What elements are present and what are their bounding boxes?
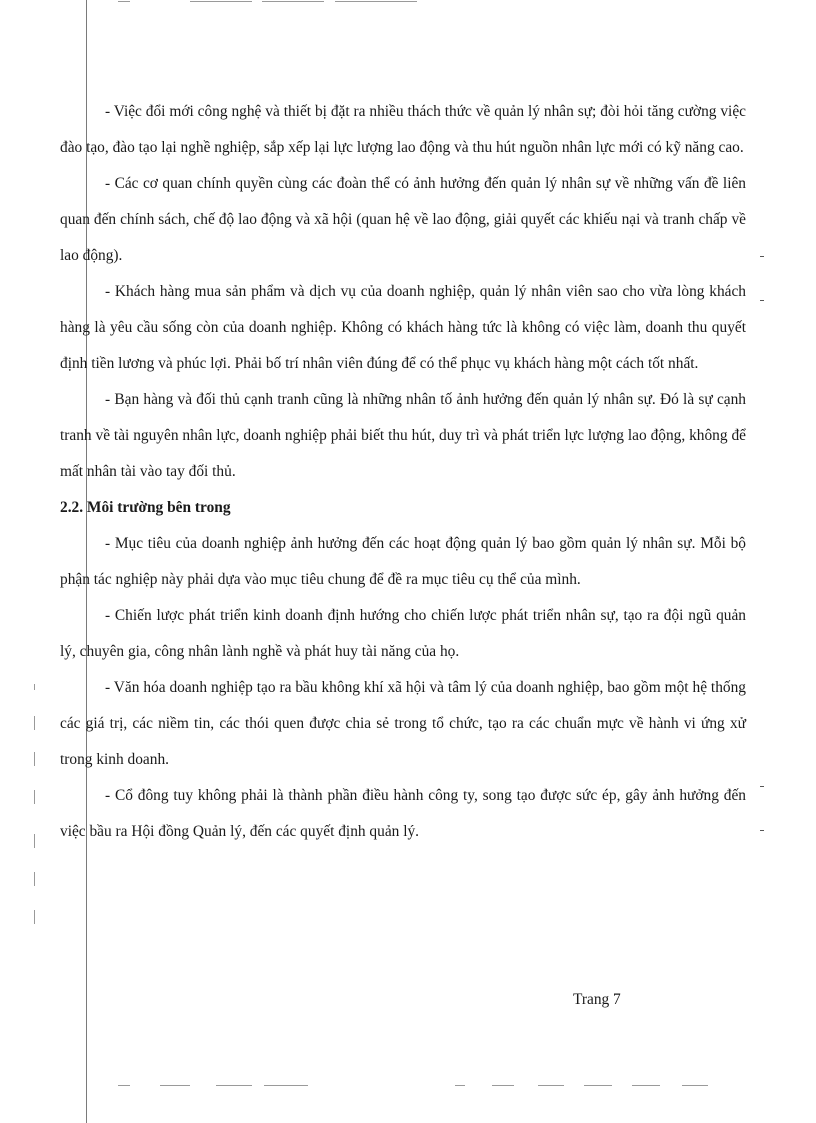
left-scan-mark bbox=[34, 684, 35, 690]
right-scan-mark bbox=[760, 830, 764, 831]
top-scan-line bbox=[118, 1, 130, 2]
bottom-scan-line bbox=[492, 1085, 514, 1086]
bottom-scan-line bbox=[682, 1085, 708, 1086]
paragraph: - Khách hàng mua sản phẩm và dịch vụ của doanh nghiệp, quản lý nhân viên sao cho vừa lòng khách hàng là yêu cầu sống còn của doanh nghiệp. Không có khách hàng tức là không có việc làm, doanh thu quyết định tiền lương và phúc lợi. Phải bố trí nhân viên đúng để có thể phục vụ khách hàng một cách tốt nhất. bbox=[60, 283, 746, 372]
left-scan-mark bbox=[34, 834, 35, 848]
right-scan-mark bbox=[760, 300, 764, 301]
bottom-scan-line bbox=[632, 1085, 660, 1086]
paragraph: - Mục tiêu của doanh nghiệp ảnh hưởng đến các hoạt động quản lý bao gồm quản lý nhân sự. Mỗi bộ phận tác nghiệp này phải dựa vào mục tiêu chung để đề ra mục tiêu cụ thể của mình. bbox=[60, 535, 746, 588]
top-scan-line bbox=[190, 1, 252, 2]
bottom-scan-line bbox=[160, 1085, 190, 1086]
bottom-scan-line bbox=[584, 1085, 612, 1086]
left-scan-mark bbox=[34, 790, 35, 804]
left-scan-mark bbox=[34, 716, 35, 730]
left-scan-mark bbox=[34, 910, 35, 924]
bottom-scan-line bbox=[216, 1085, 252, 1086]
top-scan-line bbox=[262, 1, 324, 2]
body-text bbox=[60, 94, 746, 850]
paragraph: - Bạn hàng và đối thủ cạnh tranh cũng là những nhân tố ảnh hưởng đến quản lý nhân sự. Đó là sự cạnh tranh về tài nguyên nhân lực, doanh nghiệp phải biết thu hút, duy trì và phát triển lực lượng lao động, không để mất nhân tài vào tay đối thủ. bbox=[60, 391, 746, 480]
bottom-scan-line bbox=[118, 1085, 130, 1086]
paragraph: - Việc đổi mới công nghệ và thiết bị đặt ra nhiều thách thức về quản lý nhân sự; đòi hỏi tăng cường việc đào tạo, đào tạo lại nghề nghiệp, sắp xếp lại lực lượng lao động và thu hút nguồn nhân lực mới có kỹ năng cao. bbox=[60, 103, 746, 156]
bottom-scan-line bbox=[538, 1085, 564, 1086]
bottom-scan-line bbox=[455, 1085, 465, 1086]
right-scan-mark bbox=[760, 786, 764, 787]
paragraph: - Các cơ quan chính quyền cùng các đoàn thể có ảnh hưởng đến quản lý nhân sự về những vấn đề liên quan đến chính sách, chế độ lao động và xã hội (quan hệ về lao động, giải quyết các khiếu nại và tranh chấp về lao động). bbox=[60, 175, 746, 264]
section-heading: 2.2. Môi trường bên trong bbox=[60, 499, 231, 516]
paragraph: - Chiến lược phát triển kinh doanh định hướng cho chiến lược phát triển nhân sự, tạo ra đội ngũ quản lý, chuyên gia, công nhân lành nghề và phát huy tài năng của họ. bbox=[60, 607, 746, 660]
left-scan-mark bbox=[34, 872, 35, 886]
bottom-scan-line bbox=[264, 1085, 308, 1086]
paragraph: - Văn hóa doanh nghiệp tạo ra bầu không khí xã hội và tâm lý của doanh nghiệp, bao gồm một hệ thống các giá trị, các niềm tin, các thói quen được chia sẻ trong tổ chức, tạo ra các chuẩn mực về hành vi ứng xử trong kinh doanh. bbox=[60, 679, 746, 768]
top-scan-line bbox=[335, 1, 417, 2]
right-scan-mark bbox=[760, 256, 764, 257]
paragraph: - Cổ đông tuy không phải là thành phần điều hành công ty, song tạo được sức ép, gây ảnh hưởng đến việc bầu ra Hội đồng Quản lý, đến các quyết định quản lý. bbox=[60, 787, 746, 840]
page-number: Trang 7 bbox=[573, 991, 621, 1008]
left-scan-mark bbox=[34, 752, 35, 766]
